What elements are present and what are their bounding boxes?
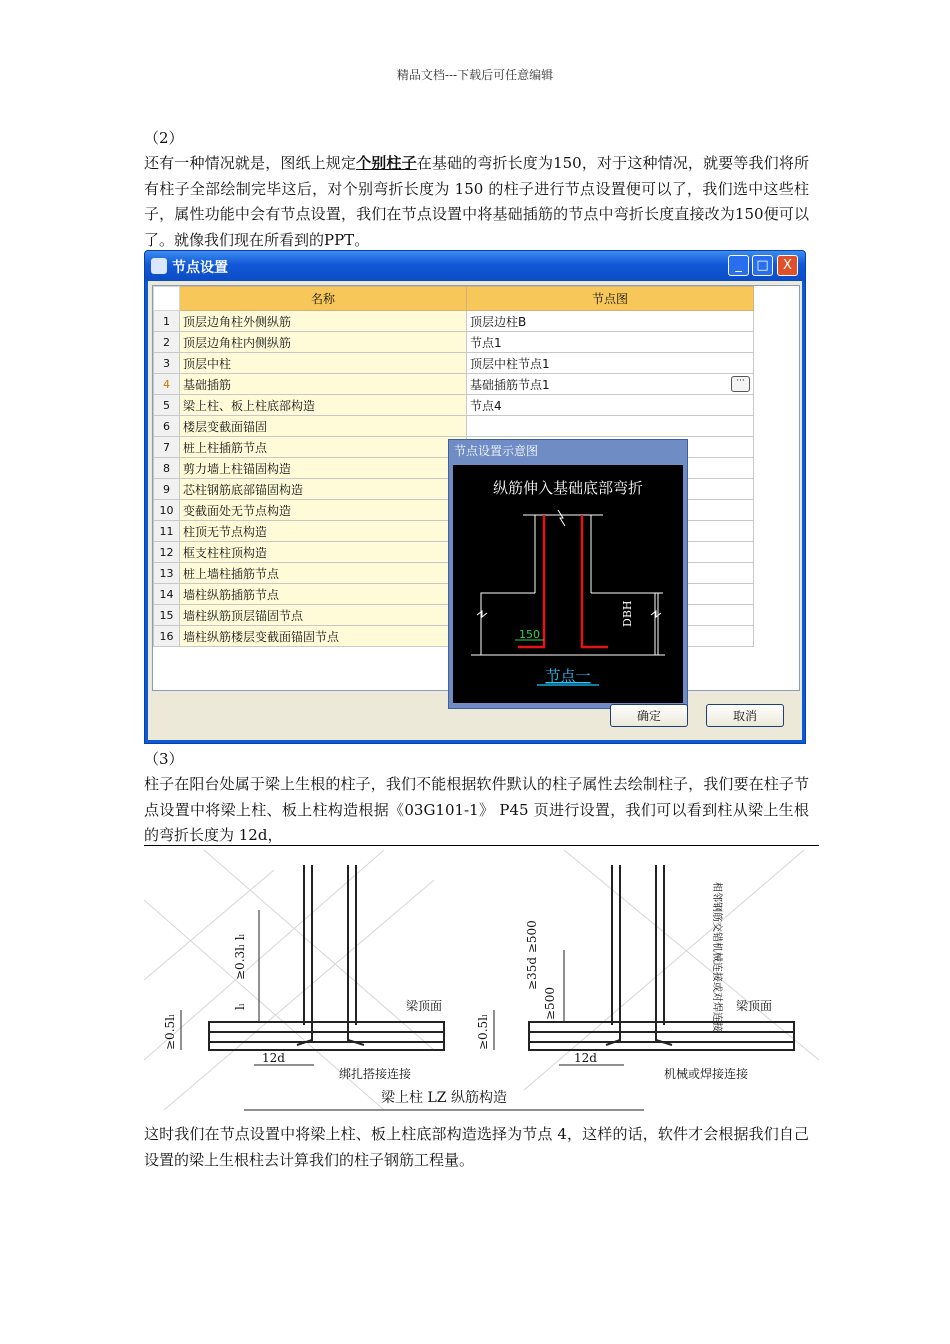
row-node-value: 节点1 [470,335,502,350]
dim-150-label: 150 [519,628,540,641]
right-dim-label-b: ≥500 [543,987,557,1020]
row-name: 桩上柱插筋节点 [180,437,467,458]
node-settings-dialog [144,250,806,744]
right-splice-label: 机械或焊接连接 [664,1067,749,1081]
row-name: 芯柱钢筋底部锚固构造 [180,479,467,500]
node-one-link[interactable]: 节点一 [545,667,591,685]
left-splice-label: 绑扎搭接连接 [339,1067,412,1081]
row-number: 4 [154,374,180,395]
dialog-titlebar[interactable] [145,251,805,281]
dialog-title: 节点设置 [172,260,228,276]
right-12d-label: 12d [574,1051,597,1065]
maximize-icon[interactable]: □ [752,255,773,276]
diagram-caption: 纵筋伸入基础底部弯折 [492,479,644,497]
row-number: 7 [154,437,180,458]
dim-dbh-label: DBH [621,600,634,627]
diagram-canvas [453,465,683,703]
drawing-caption: 梁上柱 LZ 纵筋构造 [381,1090,507,1106]
row-number: 15 [154,605,180,626]
para-text-c: 在基础的弯折长度为150，对于这种情况，就要等我们将所有柱子全部绘制完毕这后，对个别弯折长度为 150 的柱子进行节点设置便可以了，我们选中这些柱子，属性功能中会有节点设置，我们在节点设置中将基础插筋的节点中弯折长度直接改为150便可以了。就像我们现在所看到的PPT。 [144,154,809,249]
row-node[interactable] [467,332,754,353]
ok-button[interactable]: 确定 [610,704,688,727]
row-name: 墙柱纵筋顶层锚固节点 [180,605,467,626]
table-row[interactable] [154,416,754,437]
row-number: 14 [154,584,180,605]
row-name: 顶层边角柱内侧纵筋 [180,332,467,353]
left-dim-label-b: lₗ [233,1003,247,1010]
section-3-paragraph: 柱子在阳台处属于梁上生根的柱子，我们不能根据软件默认的柱子属性去绘制柱子，我们要在柱子节点设置中将梁上柱、板上柱构造根据《03G101-1》 P45 页进行设置，我们可以看到柱从梁上生根的弯折长度为 12d， [144,775,809,844]
row-node[interactable] [467,353,754,374]
right-beam-top-label: 梁顶面 [736,999,773,1013]
row-name: 顶层边角柱外侧纵筋 [180,311,467,332]
row-node-value: 顶层边柱B [470,314,527,329]
minimize-icon[interactable]: _ [728,255,749,276]
row-number: 1 [154,311,180,332]
row-number: 8 [154,458,180,479]
section-2-paragraph [144,151,809,253]
row-name: 框支柱柱顶构造 [180,542,467,563]
right-dim-label-c: ≥0.5lₗ [476,1014,490,1050]
column-header-name: 名称 [180,287,467,311]
section-2-number: （2） [144,129,184,147]
row-name: 基础插筋 [180,374,467,395]
left-dim-label-a: ≥0.3lₗ lₗ [233,933,247,980]
row-node[interactable] [467,395,754,416]
row-name: 桩上墙柱插筋节点 [180,563,467,584]
section-3-number: （3） [144,750,184,768]
row-number: 10 [154,500,180,521]
row-name: 变截面处无节点构造 [180,500,467,521]
row-number: 3 [154,353,180,374]
para-text-a: 还有一种情况就是，图纸上规定 [144,154,357,172]
table-row[interactable] [154,374,754,395]
row-node-value: 节点4 [470,398,502,413]
row-name: 墙柱纵筋插筋节点 [180,584,467,605]
cancel-button[interactable]: 取消 [706,704,784,727]
app-icon [151,258,167,274]
table-row[interactable] [154,332,754,353]
corner-cell [154,287,180,311]
left-dim-label-c: ≥0.5lₗ [163,1014,177,1050]
column-header-node: 节点图 [467,287,754,311]
column-rebar-drawing [144,850,819,1112]
row-number: 9 [154,479,180,500]
table-row[interactable] [154,311,754,332]
row-number: 11 [154,521,180,542]
para-emphasis: 个别柱子 [356,154,417,172]
row-number: 6 [154,416,180,437]
row-number: 13 [154,563,180,584]
row-node-value: 基础插筋节点1 [470,377,550,392]
row-node[interactable] [467,311,754,332]
row-name: 柱顶无节点构造 [180,521,467,542]
row-name: 墙柱纵筋楼层变截面锚固节点 [180,626,467,647]
closing-paragraph: 这时我们在节点设置中将梁上柱、板上柱底部构造选择为节点 4，这样的话，软件才会根据我们自己设置的梁上生根柱去计算我们的柱子钢筋工程量。 [144,1125,809,1169]
close-icon[interactable]: X [777,255,798,276]
row-number: 5 [154,395,180,416]
popup-title: 节点设置示意图 [454,444,539,458]
table-row[interactable] [154,353,754,374]
left-12d-label: 12d [262,1051,285,1065]
dialog-client [148,281,802,740]
row-name: 顶层中柱 [180,353,467,374]
settings-grid [152,285,800,691]
ellipsis-button-icon[interactable]: ··· [731,376,750,392]
divider-line [144,845,819,846]
left-beam-top-label: 梁顶面 [406,999,443,1013]
foundation-rebar-diagram [453,465,683,703]
row-node-value: 顶层中柱节点1 [470,356,550,371]
row-number: 12 [154,542,180,563]
row-node[interactable] [467,416,754,437]
row-node[interactable] [467,374,754,395]
page-header: 精品文档---下载后可任意编辑 [396,68,554,82]
row-number: 2 [154,332,180,353]
node-diagram-popup [448,439,688,709]
row-name: 梁上柱、板上柱底部构造 [180,395,467,416]
row-number: 16 [154,626,180,647]
row-name: 楼层变截面锚固 [180,416,467,437]
row-name: 剪力墙上柱锚固构造 [180,458,467,479]
table-row[interactable] [154,395,754,416]
right-dim-label-a: ≥35d ≥500 [525,920,539,990]
right-note-label: 相邻钢筋交错机械连接或对焊连接 [711,882,722,1032]
